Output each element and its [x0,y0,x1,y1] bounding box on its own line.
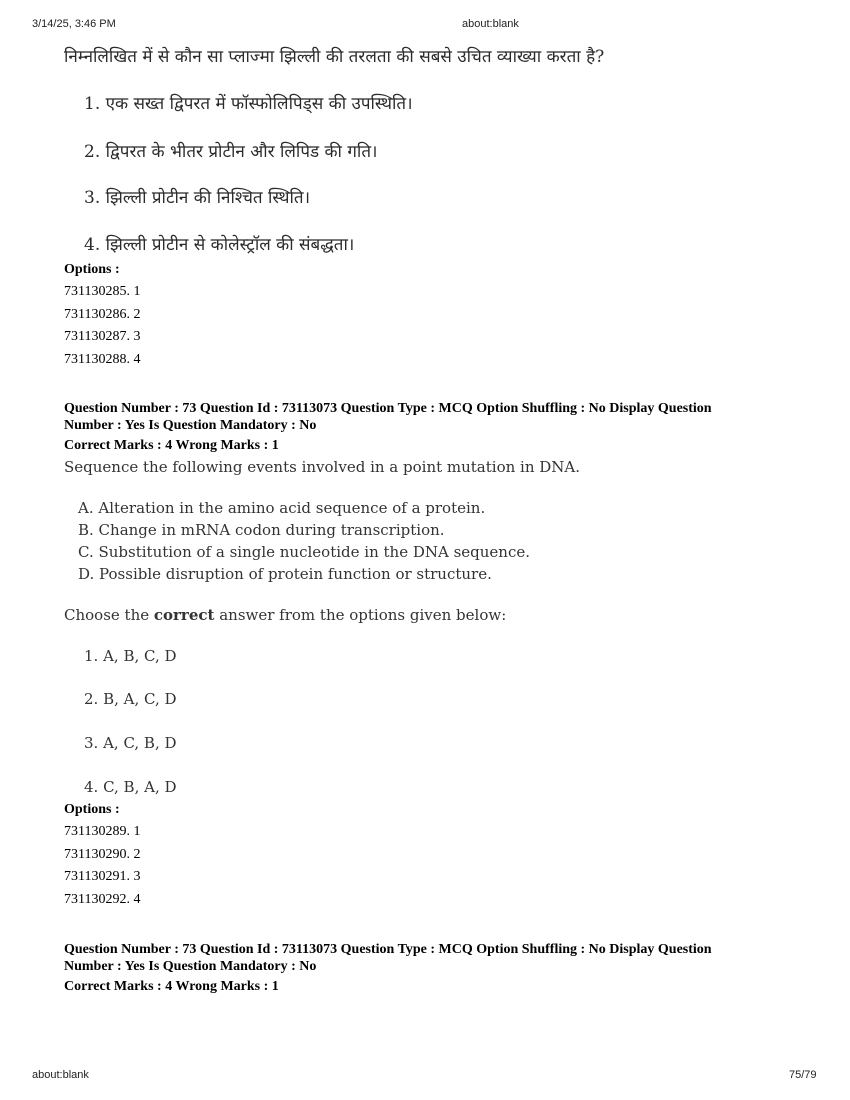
question-meta [64,941,804,975]
question-meta-line: Question Number : 73 Question Id : 73113073 Question Type : MCQ Option Shuffling : No Display Question [64,401,712,416]
question-text: Sequence the following events involved in a point mutation in DNA. [64,458,581,476]
page-number: 75/79 [789,1069,817,1081]
question-meta-line: Number : Yes Is Question Mandatory : No [64,959,317,974]
question-choice: 3. झिल्ली प्रोटीन की निश्चित स्थिति। [84,188,311,208]
question-statement: A. Alteration in the amino acid sequence of a protein. [78,499,486,517]
choose-instruction [64,606,506,624]
footer-url: about:blank [32,1069,89,1081]
choose-bold: correct [153,606,215,624]
question-choice: 4. झिल्ली प्रोटीन से कोलेस्ट्रॉल की संबद्धता। [84,235,355,255]
question-choice: 1. A, B, C, D [84,647,177,665]
options-label: Options : [64,262,120,277]
question-choice: 2. द्विपरत के भीतर प्रोटीन और लिपिड की गति। [84,142,378,162]
option-id: 731130292. 4 [64,892,141,907]
option-id: 731130290. 2 [64,847,141,862]
question-meta-line: Number : Yes Is Question Mandatory : No [64,418,317,433]
option-id: 731130291. 3 [64,869,141,884]
question-choice: 2. B, A, C, D [84,690,177,708]
print-page-title: about:blank [462,18,519,30]
choose-suffix: answer from the options given below: [214,606,507,624]
option-id: 731130285. 1 [64,284,141,299]
question-meta-line: Question Number : 73 Question Id : 73113073 Question Type : MCQ Option Shuffling : No Display Question [64,942,712,957]
question-text: निम्नलिखित में से कौन सा प्लाज्मा झिल्ली की तरलता की सबसे उचित व्याख्या करता है? [64,47,605,67]
option-id: 731130286. 2 [64,307,141,322]
question-statement: C. Substitution of a single nucleotide in the DNA sequence. [78,543,531,561]
choose-prefix: Choose the [64,606,154,624]
question-statement: D. Possible disruption of protein function or structure. [78,565,492,583]
marks-line: Correct Marks : 4 Wrong Marks : 1 [64,438,279,453]
option-id: 731130289. 1 [64,824,141,839]
marks-line: Correct Marks : 4 Wrong Marks : 1 [64,979,279,994]
question-meta [64,400,804,434]
question-choice: 1. एक सख्त द्विपरत में फॉस्फोलिपिड्स की उपस्थिति। [84,94,413,114]
print-datetime: 3/14/25, 3:46 PM [32,18,116,30]
option-id: 731130287. 3 [64,329,141,344]
question-choice: 3. A, C, B, D [84,734,177,752]
question-choice: 4. C, B, A, D [84,778,177,796]
options-label: Options : [64,802,120,817]
option-id: 731130288. 4 [64,352,141,367]
question-statement: B. Change in mRNA codon during transcription. [78,521,445,539]
